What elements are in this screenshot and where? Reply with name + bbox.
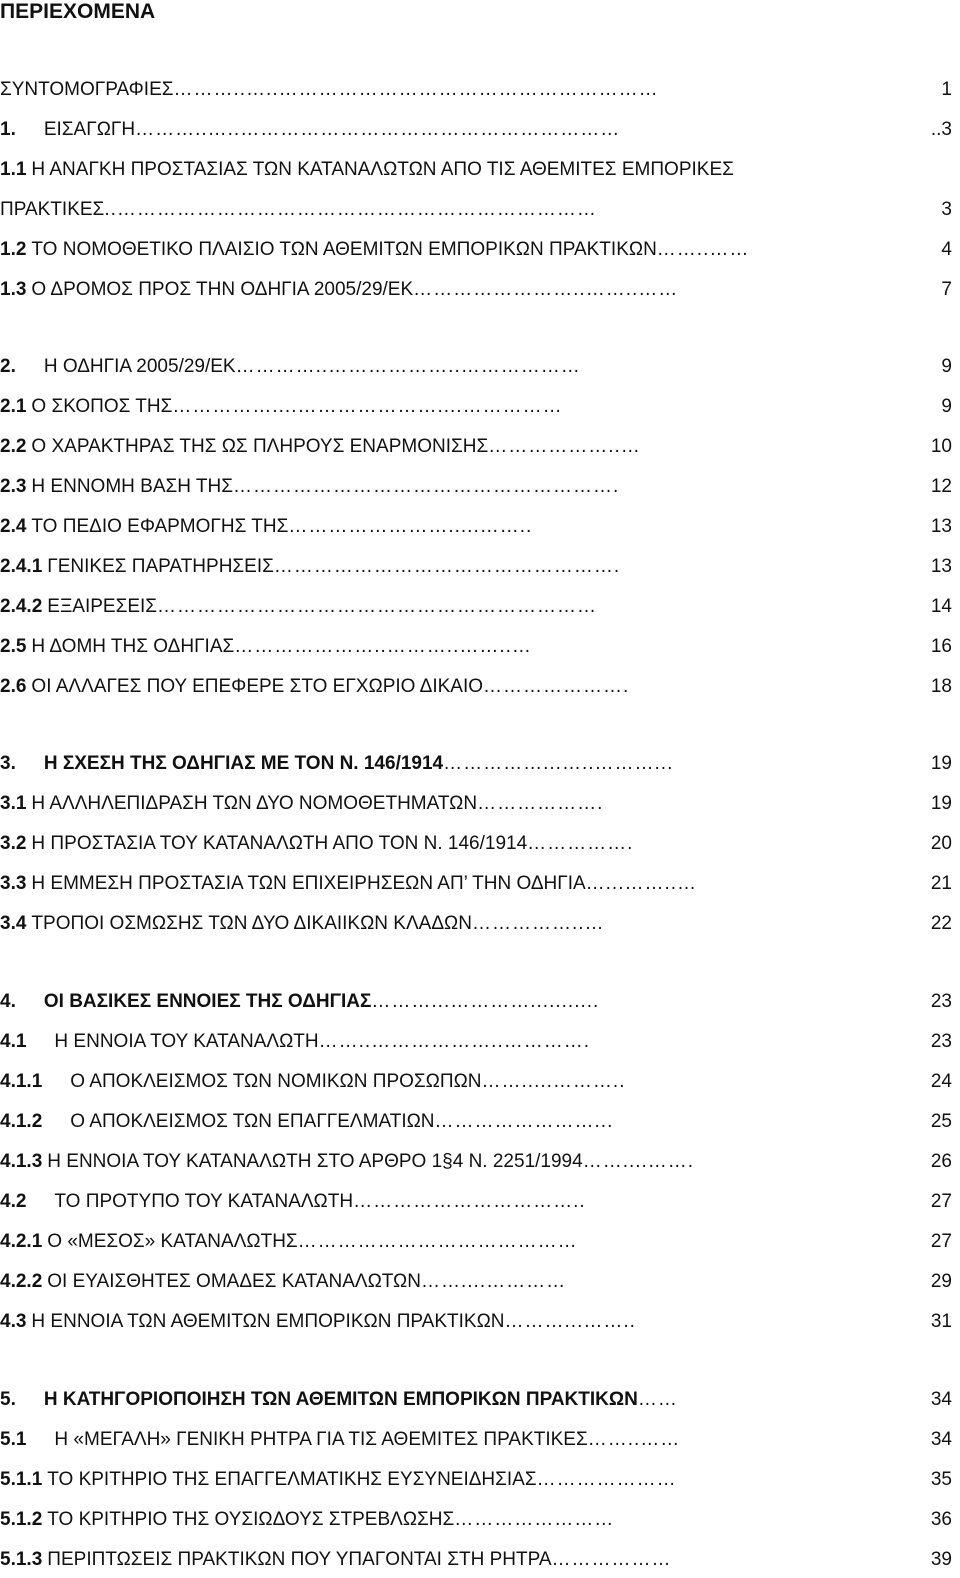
toc-entry-title: ΠΡΑΚΤΙΚΕΣ	[0, 199, 105, 220]
toc-entry-title: Η ΣΧΕΣΗ ΤΗΣ ΟΔΗΓΙΑΣ ΜΕ ΤΟΝ Ν. 146/1914	[43, 753, 444, 774]
toc-entry-number: 1.3	[0, 279, 27, 300]
toc-entry[interactable]	[0, 832, 952, 856]
toc-entry-page: 35	[930, 1469, 952, 1490]
toc-entry-title: Ο ΔΡΟΜΟΣ ΠΡΟΣ ΤΗΝ ΟΔΗΓΙΑ 2005/29/ΕΚ	[31, 279, 414, 300]
toc-entry-page: 1	[941, 79, 952, 100]
toc-entry-leader: ………..…..…………………………………………………	[173, 79, 659, 100]
toc-entry-number: 3.2	[0, 833, 27, 854]
toc-entry[interactable]	[0, 78, 952, 102]
toc-entry[interactable]	[0, 158, 952, 182]
toc-entry-page: 34	[930, 1429, 952, 1450]
toc-entry-page: 27	[930, 1191, 952, 1212]
toc-entry-page: 19	[930, 753, 952, 774]
toc-entry[interactable]	[0, 635, 952, 659]
toc-entry-number: 2.4	[0, 516, 27, 537]
toc-entry-title: ΤΟ ΚΡΙΤΗΡΙΟ ΤΗΣ ΟΥΣΙΩΔΟΥΣ ΣΤΡΕΒΛΩΣΗΣ	[47, 1509, 455, 1530]
toc-entry[interactable]	[0, 238, 952, 262]
toc-entry[interactable]	[0, 475, 952, 499]
toc-entry[interactable]	[0, 435, 952, 459]
toc-entry[interactable]	[0, 1548, 952, 1572]
toc-entry-title: Η ΔΟΜΗ ΤΗΣ ΟΔΗΓΙΑΣ	[31, 636, 235, 657]
toc-entry-leader: ………………….	[483, 676, 630, 697]
toc-entry-number: 3.	[0, 753, 16, 774]
toc-entry-number: 5.1.2	[0, 1509, 43, 1530]
toc-entry-title: ΤΟ ΠΡΟΤΥΠΟ ΤΟΥ ΚΑΤΑΝΑΛΩΤΗ	[54, 1191, 354, 1212]
toc-entry-number: 4.1.2	[0, 1111, 43, 1132]
toc-entry-page: 36	[930, 1509, 952, 1530]
toc-entry-number: 2.5	[0, 636, 27, 657]
toc-entry-leader: ……………………...	[434, 1111, 614, 1132]
toc-entry-title: Ο «ΜΕΣΟΣ» ΚΑΤΑΝΑΛΩΤΗΣ	[47, 1231, 298, 1252]
toc-entry[interactable]	[0, 1110, 952, 1134]
toc-entry-leader: ……………………………..	[353, 1191, 586, 1212]
toc-entry-title: Η ΕΝΝΟΜΗ ΒΑΣΗ ΤΗΣ	[31, 476, 233, 497]
toc-entry-number: 1.2	[0, 239, 27, 260]
toc-entry-number: 4.3	[0, 1311, 27, 1332]
toc-entry-page: 19	[930, 793, 952, 814]
toc-entry-number: 4.2.2	[0, 1271, 43, 1292]
toc-entry-leader: …...……..…	[585, 873, 698, 894]
toc-entry-page: 7	[941, 279, 952, 300]
toc-entry-title: Ο ΑΠΟΚΛΕΙΣΜΟΣ ΤΩΝ ΝΟΜΙΚΩΝ ΠΡΟΣΩΠΩΝ	[70, 1071, 482, 1092]
toc-entry-leader: ………...…………...........	[371, 991, 600, 1012]
toc-entry-page: ..3	[930, 119, 952, 140]
toc-entry-title: Η «ΜΕΓΑΛΗ» ΓΕΝΙΚΗ ΡΗΤΡΑ ΓΙΑ ΤΙΣ ΑΘΕΜΙΤΕΣ ΠΡΑΚΤΙΚΕΣ	[54, 1429, 588, 1450]
toc-entry[interactable]	[0, 278, 952, 302]
toc-entry-number: 1.1	[0, 159, 27, 180]
toc-entry-number: 2.1	[0, 396, 27, 417]
toc-entry-page: 34	[930, 1389, 952, 1410]
toc-entry-number: 3.1	[0, 793, 27, 814]
toc-entry-title: ΤΟ ΠΕΔΙΟ ΕΦΑΡΜΟΓΗΣ ΤΗΣ	[31, 516, 289, 537]
toc-entry[interactable]	[0, 1428, 952, 1452]
toc-entry[interactable]	[0, 595, 952, 619]
page-title: ΠΕΡΙΕΧΟΜΕΝΑ	[0, 0, 156, 23]
toc-entry-page: 25	[930, 1111, 952, 1132]
toc-entry-page: 12	[930, 476, 952, 497]
toc-entry-title: ΣΥΝΤΟΜΟΓΡΑΦΙΕΣ	[0, 79, 174, 100]
toc-entry-title: Η ΑΝΑΓΚΗ ΠΡΟΣΤΑΣΙΑΣ ΤΩΝ ΚΑΤΑΝΑΛΩΤΩΝ ΑΠΟ ΤΙΣ ΑΘΕΜΙΤΕΣ ΕΜΠΟΡΙΚΕΣ	[31, 159, 734, 180]
toc-entry-leader: …………………………………………….	[273, 556, 621, 577]
toc-entry-title: Ο ΧΑΡΑΚΤΗΡΑΣ ΤΗΣ ΩΣ ΠΛΗΡΟΥΣ ΕΝΑΡΜΟΝΙΣΗΣ	[31, 436, 489, 457]
toc-entry-leader: …………..………………..………………	[235, 356, 581, 377]
toc-entry[interactable]	[0, 912, 952, 936]
toc-entry-page: 21	[930, 873, 952, 894]
toc-entry-page: 26	[930, 1151, 952, 1172]
toc-entry-page: 31	[930, 1311, 952, 1332]
toc-entry-title: Η ΕΜΜΕΣΗ ΠΡΟΣΤΑΣΙΑ ΤΩΝ ΕΠΙΧΕΙΡΗΣΕΩΝ ΑΠ’ ΤΗΝ ΟΔΗΓΙΑ	[31, 873, 586, 894]
toc-entry-page: 27	[930, 1231, 952, 1252]
toc-entry-title: Η ΑΛΛΗΛΕΠΙΔΡΑΣΗ ΤΩΝ ΔΥΟ ΝΟΜΟΘΕΤΗΜΑΤΩΝ	[31, 793, 478, 814]
toc-entry-title: ΤΟ ΝΟΜΟΘΕΤΙΚΟ ΠΛΑΙΣΙΟ ΤΩΝ ΑΘΕΜΙΤΩΝ ΕΜΠΟΡΙΚΩΝ ΠΡΑΚΤΙΚΩΝ	[31, 239, 657, 260]
toc-entry-title: Η ΕΝΝΟΙΑ ΤΟΥ ΚΑΤΑΝΑΛΩΤΗ	[54, 1031, 319, 1052]
toc-entry-page: 9	[941, 396, 952, 417]
toc-entry[interactable]	[0, 990, 952, 1014]
toc-entry-title: ΟΙ ΕΥΑΙΣΘΗΤΕΣ ΟΜΑΔΕΣ ΚΑΤΑΝΑΛΩΤΩΝ	[47, 1271, 421, 1292]
toc-entry-leader: ………………..…	[488, 436, 641, 457]
toc-entry[interactable]	[0, 355, 952, 379]
toc-entry-title: ΟΙ ΑΛΛΑΓΕΣ ΠΟΥ ΕΠΕΦΕΡΕ ΣΤΟ ΕΓΧΩΡΙΟ ΔΙΚΑΙΟ	[31, 676, 484, 697]
toc-entry[interactable]	[0, 118, 952, 142]
toc-entry[interactable]	[0, 675, 952, 699]
toc-entry-leader: ………………………………………………….	[232, 476, 620, 497]
toc-entry-number: 4.2.1	[0, 1231, 43, 1252]
toc-entry-number: 2.3	[0, 476, 27, 497]
toc-entry[interactable]	[0, 1150, 952, 1174]
toc-entry-number: 3.4	[0, 913, 27, 934]
toc-entry-title: ΤΡΟΠΟΙ ΟΣΜΩΣΗΣ ΤΩΝ ΔΥΟ ΔΙΚΑΙΙΚΩΝ ΚΛΑΔΩΝ	[31, 913, 472, 934]
toc-entry-leader: ……..……	[656, 239, 750, 260]
toc-entry[interactable]	[0, 1230, 952, 1254]
toc-entry-number: 4.1.3	[0, 1151, 43, 1172]
toc-entry-title: ΕΞΑΙΡΕΣΕΙΣ	[47, 596, 158, 617]
toc-entry-page: 13	[930, 556, 952, 577]
toc-entry[interactable]	[0, 1270, 952, 1294]
toc-entry[interactable]	[0, 792, 952, 816]
toc-entry-page: 39	[930, 1549, 952, 1570]
toc-entry-number: 4.2	[0, 1191, 27, 1212]
toc-entry-page: 22	[930, 913, 952, 934]
toc-entry-title: ΓΕΝΙΚΕΣ ΠΑΡΑΤΗΡΗΣΕΙΣ	[47, 556, 274, 577]
toc-entry-page: 9	[941, 356, 952, 377]
toc-entry-leader: ……....…………	[421, 1271, 567, 1292]
toc-entry-title: Η ΚΑΤΗΓΟΡΙΟΠΟΙΗΣΗ ΤΩΝ ΑΘΕΜΙΤΩΝ ΕΜΠΟΡΙΚΩΝ ΠΡΑΚΤΙΚΩΝ	[43, 1389, 638, 1410]
toc-entry-leader: ……....…….	[582, 1151, 695, 1172]
toc-entry-number: 5.	[0, 1389, 16, 1410]
toc-entry-leader: ……..………………..………….	[318, 1031, 591, 1052]
toc-entry[interactable]	[0, 1030, 952, 1054]
toc-entry-page: 18	[930, 676, 952, 697]
toc-entry[interactable]	[0, 1070, 952, 1094]
toc-entry[interactable]	[0, 555, 952, 579]
toc-entry[interactable]	[0, 395, 952, 419]
toc-entry-page: 24	[930, 1071, 952, 1092]
toc-entry-leader: …………………..………..……..…	[234, 636, 532, 657]
toc-entry-leader: ……………………..……..……	[413, 279, 679, 300]
toc-entry[interactable]	[0, 515, 952, 539]
toc-entry[interactable]	[0, 752, 952, 776]
toc-entry-title: ΟΙ ΒΑΣΙΚΕΣ ΕΝΝΟΙΕΣ ΤΗΣ ΟΔΗΓΙΑΣ	[43, 991, 372, 1012]
toc-entry-title: ΕΙΣΑΓΩΓΗ	[43, 119, 136, 140]
toc-entry-number: 5.1.1	[0, 1469, 43, 1490]
toc-entry-page: 29	[930, 1271, 952, 1292]
toc-entry-page: 3	[941, 199, 952, 220]
toc-entry-leader: ……………...…..………...	[443, 753, 674, 774]
toc-entry[interactable]	[0, 1468, 952, 1492]
toc-entry-leader: ………………	[551, 1549, 672, 1570]
toc-entry-page: 13	[930, 516, 952, 537]
toc-entry-page: 4	[941, 239, 952, 260]
toc-entry[interactable]	[0, 198, 952, 222]
toc-entry-leader: ……..……	[587, 1429, 681, 1450]
toc-entry-title: Η ΟΔΗΓΙΑ 2005/29/ΕΚ	[43, 356, 236, 377]
toc-entry-number: 2.2	[0, 436, 27, 457]
toc-entry[interactable]	[0, 1190, 952, 1214]
toc-entry-leader: ………..…..…………………………………………………	[135, 119, 621, 140]
toc-entry-number: 2.4.1	[0, 556, 43, 577]
toc-entry-title: Η ΕΝΝΟΙΑ ΤΩΝ ΑΘΕΜΙΤΩΝ ΕΜΠΟΡΙΚΩΝ ΠΡΑΚΤΙΚΩΝ	[31, 1311, 505, 1332]
toc-entry[interactable]	[0, 1310, 952, 1334]
toc-entry-leader: ……………….	[477, 793, 604, 814]
toc-entry-leader: ………...……..	[504, 1311, 636, 1332]
toc-entry-number: 2.6	[0, 676, 27, 697]
toc-entry-leader: …………………………………………………………	[157, 596, 598, 617]
toc-entry[interactable]	[0, 1388, 952, 1412]
toc-entry-number: 1.	[0, 119, 16, 140]
toc-entry-leader: ……………………………………	[297, 1231, 578, 1252]
toc-entry-leader: ……	[637, 1389, 678, 1410]
toc-entry-page: 10	[930, 436, 952, 457]
toc-entry-leader: …………….	[527, 833, 634, 854]
toc-entry-number: 4.1.1	[0, 1071, 43, 1092]
toc-entry-page: 23	[930, 1031, 952, 1052]
toc-entry-leader: ……………………	[454, 1509, 615, 1530]
toc-entry-title: Ο ΣΚΟΠΟΣ ΤΗΣ	[31, 396, 173, 417]
toc-entry-number: 4.1	[0, 1031, 27, 1052]
toc-entry-title: ΠΕΡΙΠΤΩΣΕΙΣ ΠΡΑΚΤΙΚΩΝ ΠΟΥ ΥΠΑΓΟΝΤΑΙ ΣΤΗ ΡΗΤΡΑ	[47, 1549, 552, 1570]
toc-entry-leader: ……………..…	[471, 913, 605, 934]
toc-entry-leader: …………………	[536, 1469, 677, 1490]
toc-entry-page: 20	[930, 833, 952, 854]
toc-entry-title: Η ΠΡΟΣΤΑΣΙΑ ΤΟΥ ΚΑΤΑΝΑΛΩΤΗ ΑΠΟ ΤΟΝ Ν. 146/1914	[31, 833, 528, 854]
toc-entry-number: 2.4.2	[0, 596, 43, 617]
toc-entry-page: 16	[930, 636, 952, 657]
toc-entry-title: Ο ΑΠΟΚΛΕΙΣΜΟΣ ΤΩΝ ΕΠΑΓΓΕΛΜΑΤΙΩΝ	[70, 1111, 435, 1132]
toc-entry-number: 5.1	[0, 1429, 27, 1450]
toc-entry[interactable]	[0, 872, 952, 896]
toc-entry-page: 14	[930, 596, 952, 617]
toc-entry-number: 4.	[0, 991, 16, 1012]
toc-entry-number: 2.	[0, 356, 16, 377]
toc-entry-number: 5.1.3	[0, 1549, 43, 1570]
toc-entry-leader: ……………....…………………....……………	[172, 396, 563, 417]
toc-entry-leader: …….....………..	[481, 1071, 626, 1092]
toc-entry-title: Η ΕΝΝΟΙΑ ΤΟΥ ΚΑΤΑΝΑΛΩΤΗ ΣΤΟ ΑΡΘΡΟ 1§4 Ν. 2251/1994	[47, 1151, 583, 1172]
toc-entry[interactable]	[0, 1508, 952, 1532]
toc-entry-leader: …………………….....……..	[288, 516, 533, 537]
toc-entry-number: 3.3	[0, 873, 27, 894]
toc-entry-title: ΤΟ ΚΡΙΤΗΡΙΟ ΤΗΣ ΕΠΑΓΓΕΛΜΑΤΙΚΗΣ ΕΥΣΥΝΕΙΔΗΣΙΑΣ	[47, 1469, 537, 1490]
toc-entry-leader: ..………………………………………………………………	[104, 199, 597, 220]
toc-entry-page: 23	[930, 991, 952, 1012]
